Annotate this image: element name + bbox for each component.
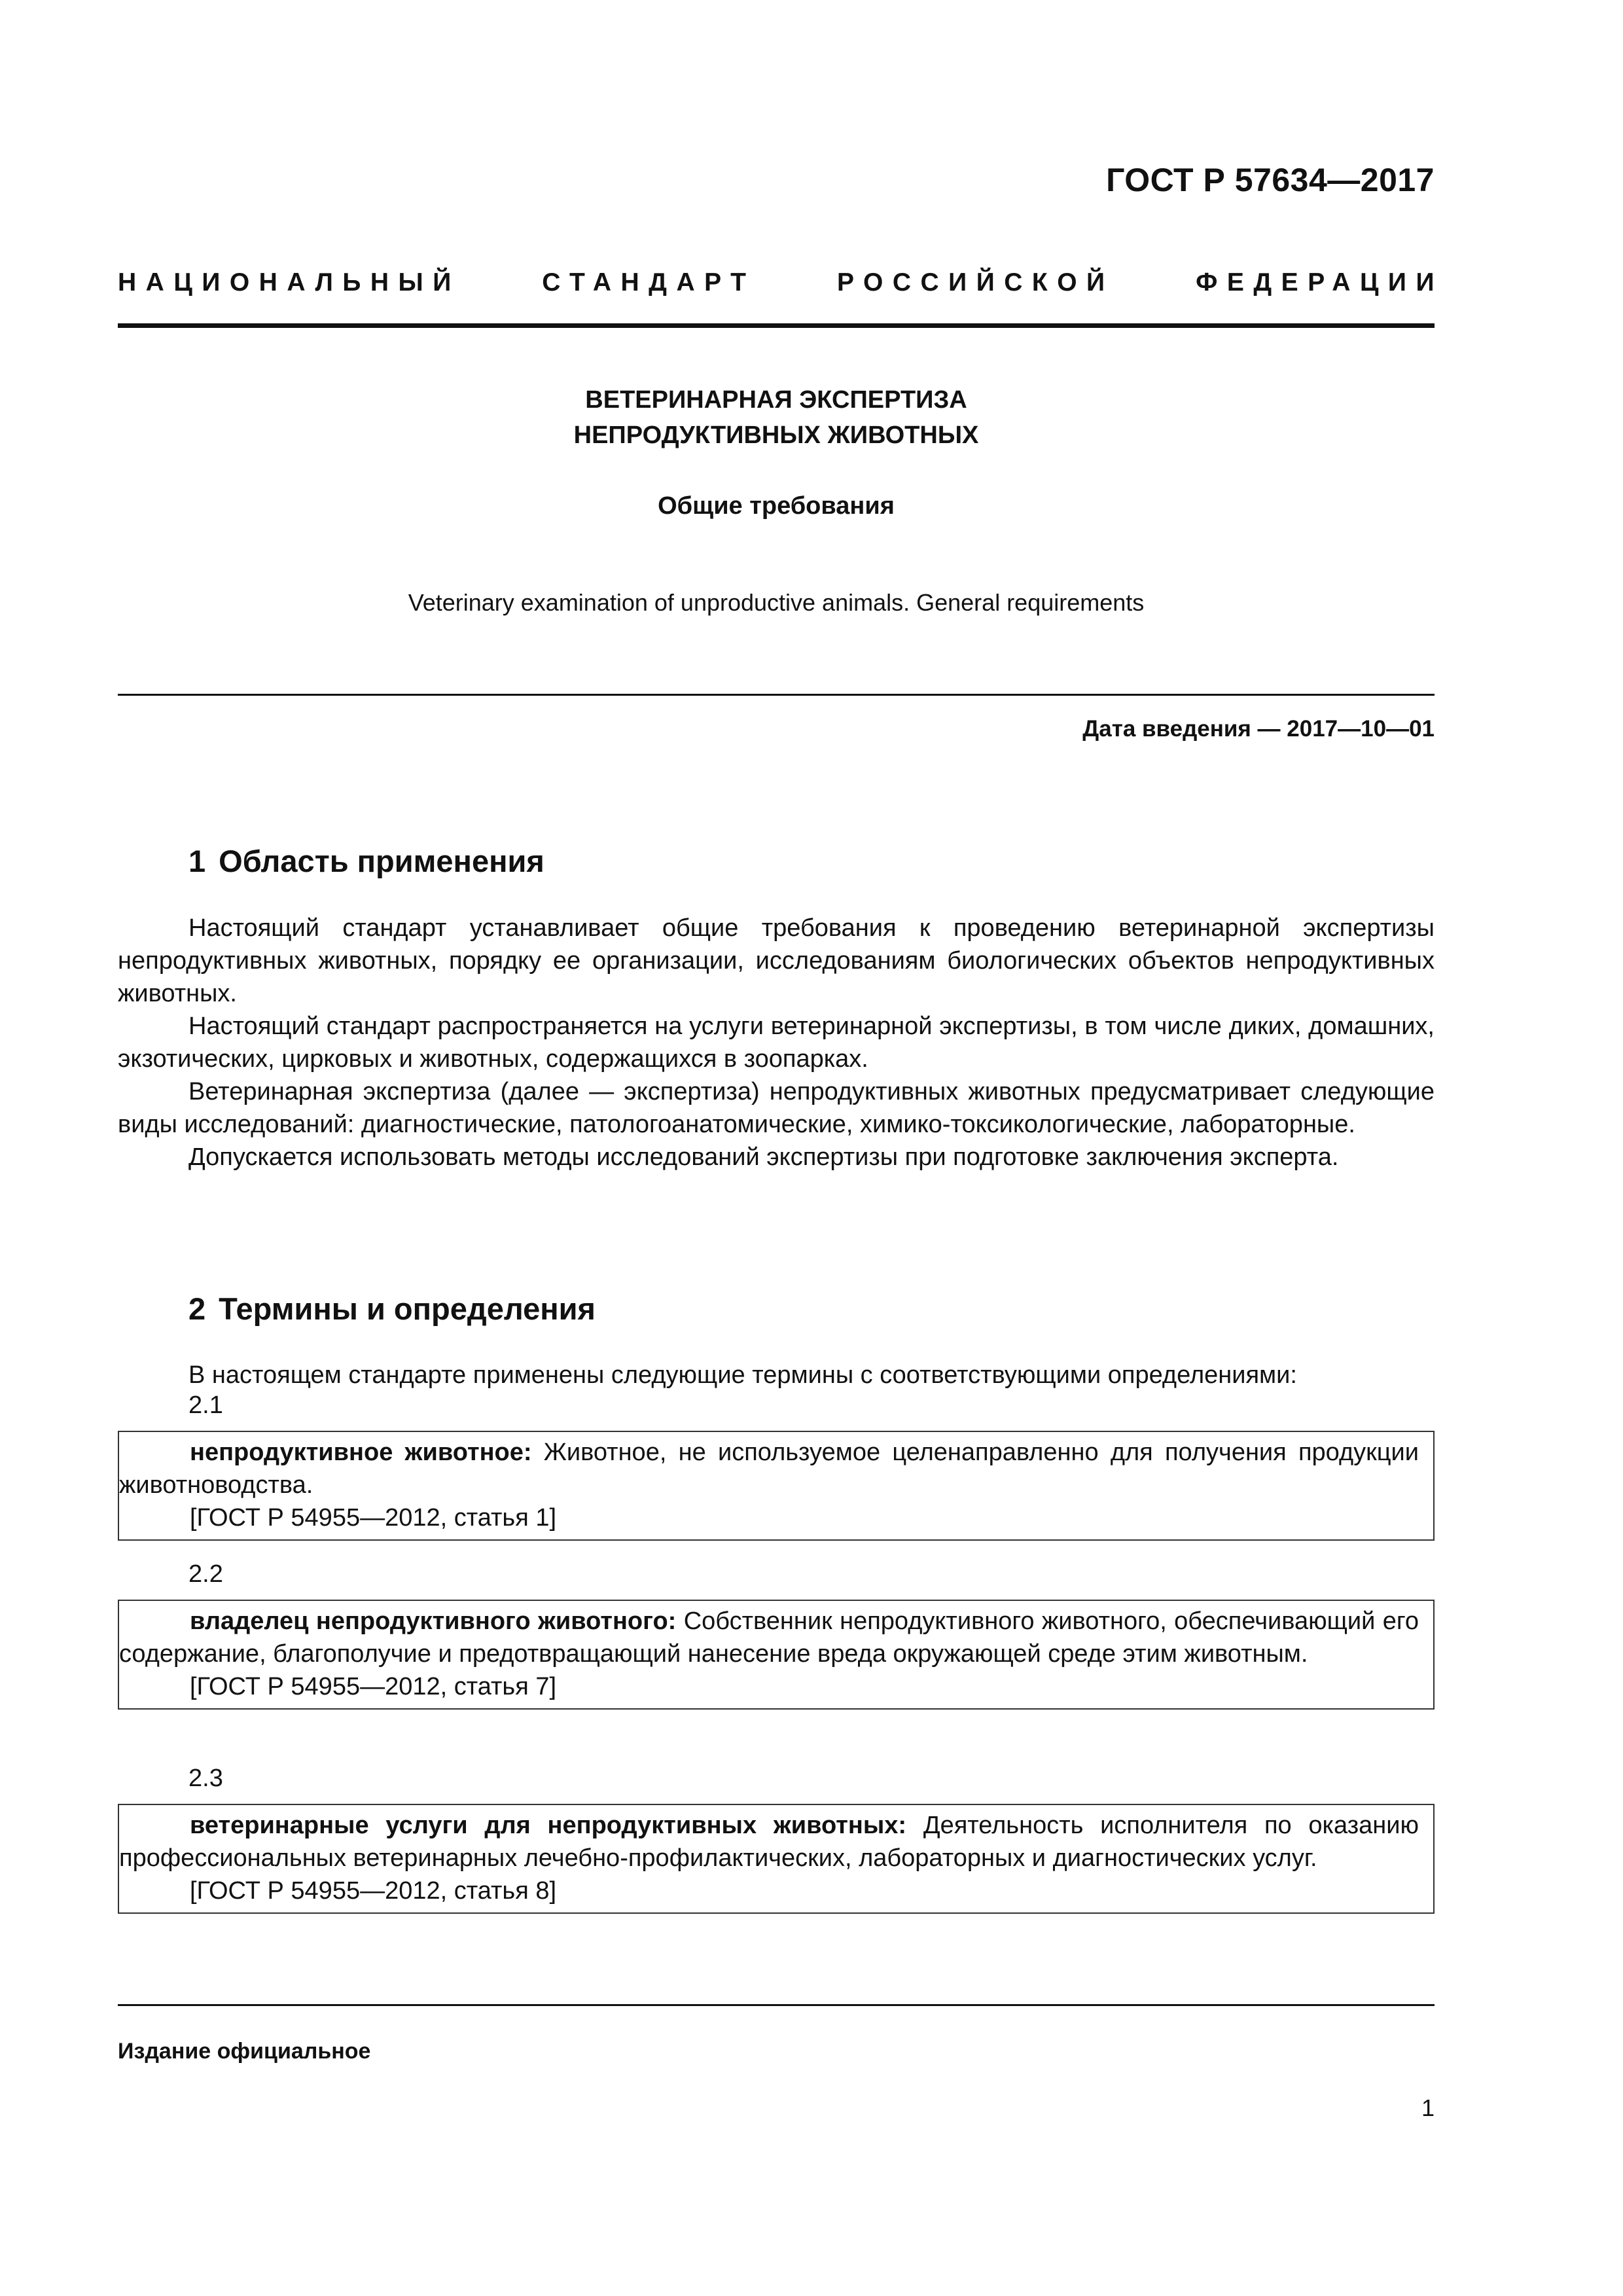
subtitle-wrap — [118, 492, 1435, 520]
document-code: ГОСТ Р 57634—2017 — [1106, 162, 1435, 198]
definition: Животное, не используемое целенаправленно для получения продукции животноводства. — [119, 1439, 1419, 1499]
section-number: 2 — [188, 1291, 206, 1326]
page-number: 1 — [1421, 2094, 1435, 2121]
english-title-wrap — [118, 589, 1435, 617]
section-number: 1 — [188, 844, 206, 878]
header-divider — [118, 323, 1435, 328]
term-reference: [ГОСТ Р 54955—2012, статья 8] — [190, 1877, 557, 1905]
term-definition — [119, 1605, 1419, 1670]
edition-label: Издание официальное — [118, 2039, 371, 2064]
term: владелец непродуктивного животного: — [190, 1607, 677, 1635]
section-2-intro — [118, 1359, 1435, 1391]
paragraph: Настоящий стандарт устанавливает общие требования к проведению ветеринарной экспертизы непродуктивных животных, порядку ее организации, исследованиям биологических объектов непродуктивных животных. — [118, 914, 1435, 1007]
introduction-date: Дата введения — 2017—10—01 — [1082, 716, 1435, 742]
paragraph: Допускается использовать методы исследований экспертизы при подготовке заключения эксперта. — [188, 1143, 1339, 1171]
national-standard-header — [118, 268, 1444, 297]
term-definition — [119, 1809, 1419, 1874]
term-number: 2.2 — [188, 1560, 223, 1588]
section-title: Термины и определения — [219, 1291, 596, 1326]
definition: Деятельность исполнителя по оказанию профессиональных ветеринарных лечебно-профилактических, лабораторных и диагностических услуг. — [119, 1812, 1419, 1872]
footer-divider — [118, 2004, 1435, 2006]
national-word: СТАНДАРТ — [542, 268, 756, 296]
title-divider — [118, 694, 1435, 696]
document-page — [118, 0, 1444, 2296]
title-block — [118, 382, 1435, 453]
national-word: НАЦИОНАЛЬНЫЙ — [118, 268, 461, 296]
term-number: 2.1 — [188, 1391, 223, 1419]
term-definition — [119, 1436, 1419, 1501]
section-2-heading — [188, 1291, 596, 1327]
term: ветеринарные услуги для непродуктивных животных: — [190, 1812, 907, 1839]
subtitle: Общие требования — [658, 492, 895, 520]
national-word: ФЕДЕРАЦИИ — [1196, 268, 1444, 296]
section-1-body — [118, 912, 1435, 1174]
national-word: РОССИЙСКОЙ — [837, 268, 1115, 296]
title-line-1: ВЕТЕРИНАРНАЯ ЭКСПЕРТИЗА — [585, 386, 967, 414]
term-definition-box — [118, 1431, 1435, 1541]
title-line-2: НЕПРОДУКТИВНЫХ ЖИВОТНЫХ — [573, 422, 979, 449]
paragraph: В настоящем стандарте применены следующие термины с соответствующими определениями: — [188, 1361, 1297, 1389]
paragraph: Настоящий стандарт распространяется на услуги ветеринарной экспертизы, в том числе диких, домашних, экзотических, цирковых и животных, содержащихся в зоопарках. — [118, 1013, 1435, 1073]
paragraph: Ветеринарная экспертиза (далее — экспертиза) непродуктивных животных предусматривает следующие виды исследований: диагностические, патологоанатомические, химико-токсикологические, лабораторные. — [118, 1078, 1435, 1138]
section-1-heading — [188, 843, 544, 879]
term: непродуктивное животное: — [190, 1439, 532, 1466]
term-reference: [ГОСТ Р 54955—2012, статья 1] — [190, 1504, 557, 1532]
term-number: 2.3 — [188, 1765, 223, 1792]
definition: Собственник непродуктивного животного, обеспечивающий его содержание, благополучие и предотвращающий нанесение вреда окружающей среде этим животным. — [119, 1607, 1419, 1668]
term-definition-box — [118, 1804, 1435, 1914]
english-title: Veterinary examination of unproductive animals. General requirements — [408, 589, 1145, 616]
term-definition-box — [118, 1600, 1435, 1710]
section-title: Область применения — [219, 844, 544, 878]
term-reference: [ГОСТ Р 54955—2012, статья 7] — [190, 1673, 557, 1700]
